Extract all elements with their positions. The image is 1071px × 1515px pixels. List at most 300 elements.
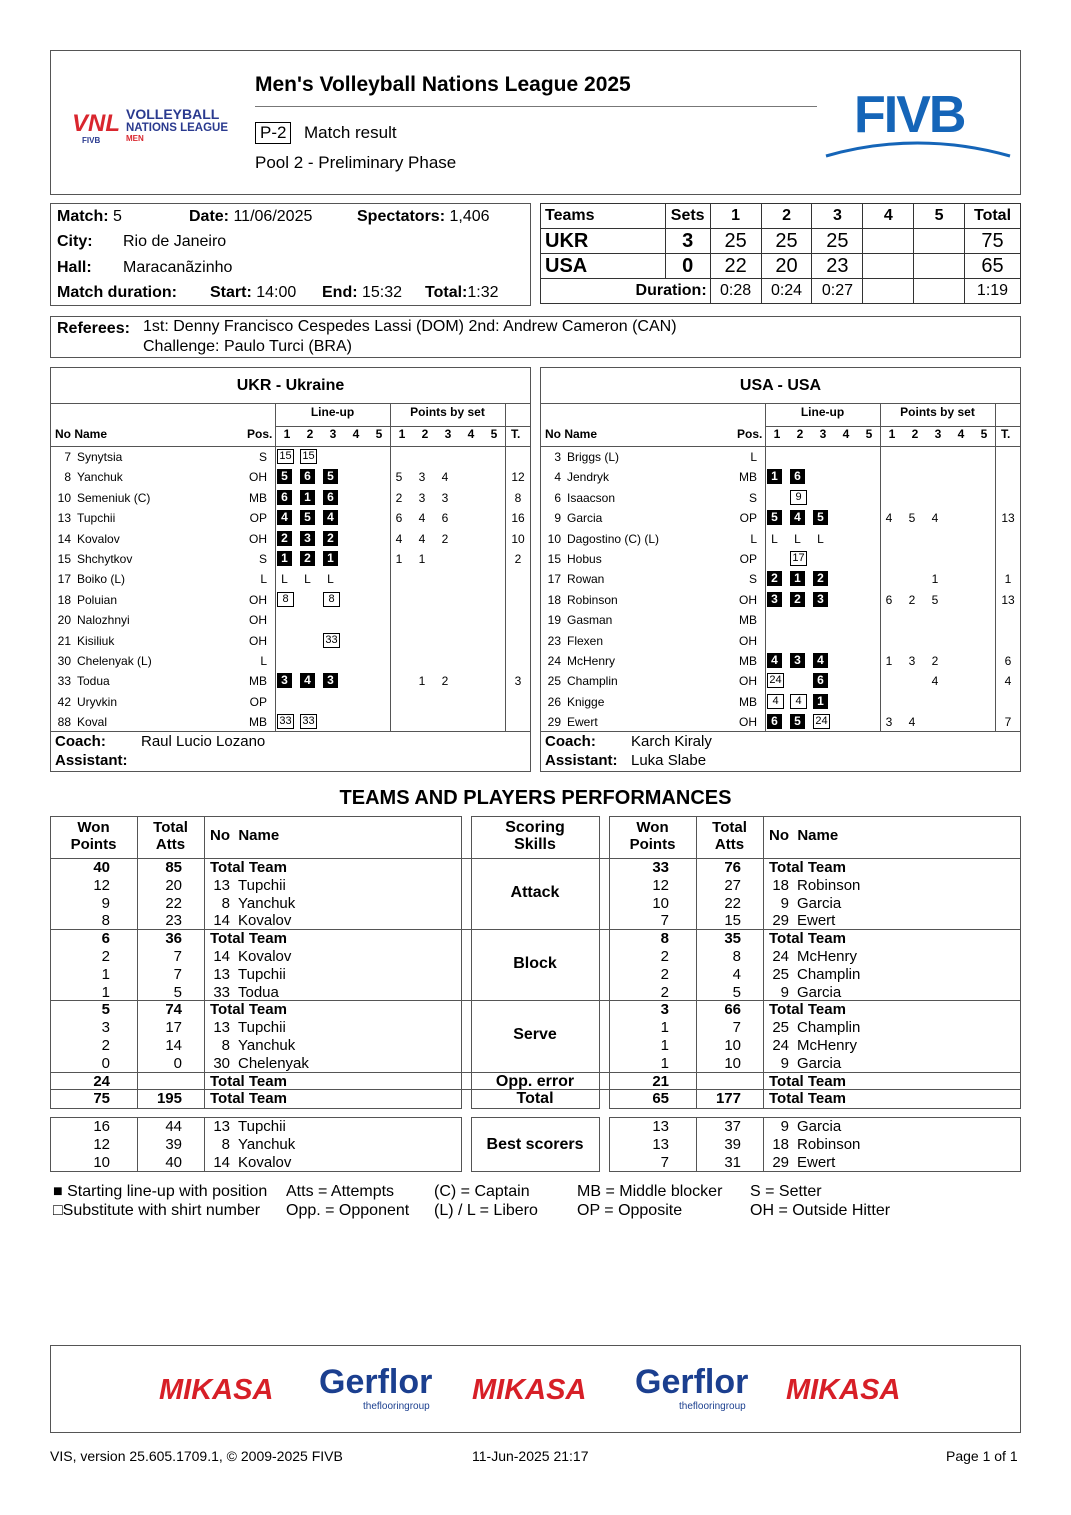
referees-label: Referees: <box>57 320 130 337</box>
total-time: 1:32 <box>467 284 499 301</box>
left-total-atts: 7 <box>173 965 182 983</box>
player-position: OP <box>249 511 267 526</box>
set-points: 2 <box>931 654 939 668</box>
left-player-name: Kovalov <box>238 948 292 965</box>
right-won-points: 7 <box>660 912 669 930</box>
lineup-start-position: 5 <box>277 469 292 484</box>
left-total-atts: 7 <box>173 948 182 965</box>
lineup-header: Line-up <box>310 405 355 419</box>
mikasa-logo <box>157 1365 287 1415</box>
right-total-atts: 177 <box>715 1090 741 1108</box>
player-row <box>541 549 1020 569</box>
col-divider <box>204 816 205 1109</box>
skill-divider <box>50 929 1021 930</box>
match-date: 11/06/2025 <box>233 208 313 225</box>
player-number: 7 <box>64 450 71 464</box>
right-won-points: 1 <box>660 1054 669 1072</box>
set-points: 5 <box>931 592 939 607</box>
left-player-no: 14 <box>213 912 230 930</box>
set-points: 4 <box>885 511 893 526</box>
left-player-name: Yanchuk <box>238 1135 296 1153</box>
set-points: 3 <box>885 715 893 730</box>
lineup-start-position: 3 <box>813 592 828 607</box>
player-name: Yanchuk <box>77 470 123 485</box>
player-name: Briggs (L) <box>567 450 620 464</box>
player-name: Uryvkin <box>77 694 118 709</box>
right-player-name: McHenry <box>797 1037 858 1054</box>
player-row <box>541 529 1020 549</box>
total-points: 16 <box>511 511 525 526</box>
left-total-atts: 74 <box>165 1001 182 1019</box>
left-total-atts: 20 <box>165 876 182 894</box>
legend-item: (C) = Captain <box>434 1183 530 1200</box>
left-won-points: 8 <box>101 912 110 930</box>
col-divider <box>763 816 764 1109</box>
left-player-name: Yanchuk <box>238 1037 296 1054</box>
right-player-name: Garcia <box>797 894 842 912</box>
lineup-start-position: 6 <box>790 469 805 484</box>
right-player-no: 25 <box>772 1019 789 1037</box>
legend-item: OP = Opposite <box>577 1202 683 1219</box>
player-position: L <box>260 654 267 668</box>
player-row <box>541 447 1020 467</box>
set-points: 3 <box>418 490 426 505</box>
right-player-name: Total Team <box>769 1001 846 1019</box>
right-player-no: 18 <box>772 876 789 894</box>
right-won-points: 13 <box>652 1135 669 1153</box>
lineup-substitute: 4 <box>767 694 784 709</box>
player-name: Isaacson <box>567 490 616 505</box>
pos-header: Pos. <box>247 427 273 441</box>
legend-item: OH = Outside Hitter <box>750 1202 891 1219</box>
right-won-points: 1 <box>660 1019 669 1037</box>
right-won-points-header: Won Points <box>629 819 676 853</box>
lineup-start-position: 3 <box>767 592 782 607</box>
gerflor-logo <box>633 1365 763 1415</box>
ukr-total: 75 <box>965 229 1021 254</box>
left-player-no: 13 <box>213 1019 230 1037</box>
right-player-name: Total Team <box>769 930 846 948</box>
match-number: 5 <box>113 208 122 225</box>
player-name: Nalozhnyi <box>77 613 130 628</box>
lineup-start-position: 6 <box>323 490 338 505</box>
lineup-start-position: 3 <box>790 653 805 668</box>
player-number: 42 <box>57 694 71 709</box>
left-total-atts: 85 <box>165 859 182 876</box>
player-number: 17 <box>547 572 561 587</box>
left-won-points: 1 <box>101 965 110 983</box>
total-points: 6 <box>1004 654 1012 668</box>
usa-s3: 23 <box>812 254 863 279</box>
left-won-points: 10 <box>93 1153 110 1171</box>
player-number: 20 <box>57 613 71 628</box>
points-set-4: 4 <box>957 427 965 441</box>
left-won-points-header: Won Points <box>70 819 117 853</box>
dur-s5 <box>914 279 965 304</box>
player-row <box>51 692 530 712</box>
player-name: Jendryk <box>567 470 610 485</box>
player-name: Champlin <box>567 674 618 689</box>
pool-phase: Pool 2 - Preliminary Phase <box>255 153 457 172</box>
left-player-name: Yanchuk <box>238 894 296 912</box>
legend-item: S = Setter <box>750 1183 822 1200</box>
lineup-set-2: 2 <box>306 427 314 441</box>
no-name-header: No Name <box>545 427 598 441</box>
dur-total: 1:19 <box>965 279 1021 304</box>
lineup-start-position: 2 <box>323 531 338 546</box>
lineup-libero: L <box>771 531 778 546</box>
footer-version: VIS, version 25.605.1709.1, © 2009-2025 FIVB <box>50 1448 343 1464</box>
skill-best-scorers: Best scorers <box>486 1136 584 1153</box>
lineup-substitute: 33 <box>277 714 294 729</box>
legend-item: Atts = Attempts <box>286 1183 395 1200</box>
right-won-points: 2 <box>660 983 669 1001</box>
hdr-set4: 4 <box>863 204 914 229</box>
player-name: Ewert <box>567 715 598 730</box>
left-player-no: 14 <box>213 948 230 965</box>
right-total-atts: 37 <box>724 1118 741 1135</box>
player-name: Kisiliuk <box>77 633 115 648</box>
hdr-set3: 3 <box>812 204 863 229</box>
lineup-start-position: 2 <box>790 592 805 607</box>
right-won-points: 1 <box>660 1037 669 1054</box>
player-row <box>51 549 530 569</box>
left-player-no: 8 <box>221 1135 230 1153</box>
right-player-no: 29 <box>772 1153 789 1171</box>
hdr-set1: 1 <box>710 204 761 229</box>
roster-title: UKR - Ukraine <box>51 368 530 404</box>
lineup-set-2: 2 <box>796 427 804 441</box>
player-row <box>541 508 1020 528</box>
gerflor-logo <box>317 1365 447 1415</box>
set-points: 2 <box>441 531 449 546</box>
right-player-name: Champlin <box>797 965 861 983</box>
lineup-start-position: 3 <box>277 673 292 688</box>
right-total-atts: 66 <box>724 1001 741 1019</box>
player-number: 26 <box>547 694 561 709</box>
right-player-no: 18 <box>772 1135 789 1153</box>
left-total-atts: 0 <box>173 1054 182 1072</box>
legend-item: □Substitute with shirt number <box>53 1202 261 1219</box>
set-points: 6 <box>395 511 403 526</box>
skill-divider <box>50 1000 1021 1001</box>
legend-item: Opp. = Opponent <box>286 1202 410 1219</box>
right-no-name-header: No Name <box>769 827 839 844</box>
right-player-name: Garcia <box>797 1118 842 1135</box>
player-name: Rowan <box>567 572 605 587</box>
right-player-name: Total Team <box>769 859 846 876</box>
player-number: 9 <box>554 511 561 526</box>
hall-label: Hall: <box>57 259 92 276</box>
total-points: 13 <box>1001 592 1015 607</box>
left-player-no: 8 <box>221 1037 230 1054</box>
player-position: S <box>258 552 267 566</box>
right-player-name: Ewert <box>797 1153 836 1171</box>
player-position: OH <box>739 715 757 730</box>
player-number: 30 <box>57 654 71 668</box>
player-number: 88 <box>57 715 71 730</box>
vnl-mark: VNL <box>72 110 120 137</box>
player-position: S <box>748 572 757 587</box>
page-title: Men's Volleyball Nations League 2025 <box>255 73 631 96</box>
player-row <box>541 631 1020 651</box>
player-name: Boiko (L) <box>77 572 126 587</box>
team-usa: USA <box>541 254 666 279</box>
lineup-start-position: 6 <box>767 714 782 729</box>
player-name: McHenry <box>567 654 616 668</box>
duration-label: Duration: <box>541 279 711 304</box>
score-table <box>540 203 1021 304</box>
points-set-1: 1 <box>398 427 406 441</box>
coach-name: Karch Kiraly <box>631 733 712 750</box>
player-name: Semeniuk (C) <box>77 490 151 505</box>
skill-serve: Serve <box>513 1026 557 1044</box>
vnl-logo <box>72 103 237 145</box>
player-row <box>51 569 530 589</box>
player-row <box>51 488 530 508</box>
player-number: 18 <box>547 592 561 607</box>
lineup-start-position: 6 <box>813 673 828 688</box>
player-position: MB <box>739 654 757 668</box>
set-points: 1 <box>418 674 426 689</box>
player-name: Knigge <box>567 694 605 709</box>
dur-s3: 0:27 <box>812 279 863 304</box>
right-player-name: Total Team <box>769 1072 846 1090</box>
right-total-atts: 5 <box>732 983 741 1001</box>
lineup-substitute: 24 <box>767 673 784 688</box>
hdr-sets: Sets <box>665 204 710 229</box>
match-number-row: Match: 5 <box>57 208 122 225</box>
player-row <box>541 671 1020 691</box>
right-total-atts: 4 <box>732 965 741 983</box>
left-won-points: 9 <box>101 894 110 912</box>
lineup-substitute: 33 <box>323 633 340 648</box>
coach-label: Coach: <box>545 733 596 750</box>
right-total-atts: 27 <box>724 876 741 894</box>
player-number: 10 <box>547 531 561 546</box>
left-total-atts: 5 <box>173 983 182 1001</box>
left-total-atts: 44 <box>165 1118 182 1135</box>
lineup-set-4: 4 <box>352 427 360 441</box>
player-number: 15 <box>57 552 71 566</box>
left-won-points: 0 <box>101 1054 110 1072</box>
left-won-points: 16 <box>93 1118 110 1135</box>
end-row: End: 15:32 <box>322 284 403 301</box>
player-number: 33 <box>57 674 71 689</box>
left-player-no: 33 <box>213 983 230 1001</box>
usa-s1: 22 <box>710 254 761 279</box>
dur-s1: 0:28 <box>710 279 761 304</box>
report-type: Match result <box>304 123 397 142</box>
lineup-substitute: 8 <box>323 592 340 607</box>
lineup-start-position: 2 <box>277 531 292 546</box>
set-points: 4 <box>418 531 426 546</box>
fivb-mark: FIVB <box>854 86 965 144</box>
right-total-atts: 35 <box>724 930 741 948</box>
hdr-set2: 2 <box>761 204 812 229</box>
player-position: OP <box>739 552 757 566</box>
player-number: 17 <box>57 572 71 587</box>
lineup-libero: L <box>794 531 801 546</box>
set-points: 5 <box>908 511 916 526</box>
set-points: 1 <box>395 552 403 566</box>
player-number: 25 <box>547 674 561 689</box>
lineup-set-5: 5 <box>865 427 873 441</box>
player-number: 23 <box>547 633 561 648</box>
start-row: Start: 14:00 <box>210 284 297 301</box>
lineup-start-position: 1 <box>300 490 315 505</box>
right-player-no: 9 <box>780 1054 789 1072</box>
right-player-no: 25 <box>772 965 789 983</box>
right-player-no: 29 <box>772 912 789 930</box>
coach-name: Raul Lucio Lozano <box>141 733 266 750</box>
referees-line2: Challenge: Paulo Turci (BRA) <box>143 338 352 355</box>
left-player-no: 30 <box>213 1054 230 1072</box>
total-points: 7 <box>1004 715 1012 730</box>
left-won-points: 40 <box>93 859 110 876</box>
total-points: 13 <box>1001 511 1015 526</box>
right-player-name: McHenry <box>797 948 858 965</box>
title-divider <box>255 106 817 107</box>
left-player-name: Tupchii <box>238 965 286 983</box>
right-won-points: 7 <box>660 1153 669 1171</box>
duration-label: Match duration: <box>57 284 177 301</box>
assistant-label: Assistant: <box>545 752 618 769</box>
city-label: City: <box>57 233 93 250</box>
left-total-atts: 36 <box>165 930 182 948</box>
left-total-atts: 39 <box>165 1135 182 1153</box>
player-name: Robinson <box>567 592 618 607</box>
skill-total: Total <box>516 1090 554 1108</box>
player-name: Hobus <box>567 552 602 566</box>
set-points: 3 <box>908 654 916 668</box>
points-header: Points by set <box>900 405 975 419</box>
set-points: 1 <box>418 552 426 566</box>
player-position: L <box>750 531 757 546</box>
player-name: Tupchii <box>77 511 116 526</box>
right-player-no: 24 <box>772 948 789 965</box>
right-total-atts: 15 <box>724 912 741 930</box>
set-points: 4 <box>441 470 449 485</box>
right-player-name: Ewert <box>797 912 836 930</box>
set-points: 1 <box>931 572 939 587</box>
ukr-sets: 3 <box>665 229 710 254</box>
set-points: 4 <box>931 511 939 526</box>
total-points: 2 <box>514 552 522 566</box>
lineup-start-position: 5 <box>813 510 828 525</box>
player-row <box>51 508 530 528</box>
legend-item: MB = Middle blocker <box>577 1183 723 1200</box>
left-won-points: 2 <box>101 948 110 965</box>
player-position: OH <box>249 531 267 546</box>
left-won-points: 3 <box>101 1019 110 1037</box>
usa-s2: 20 <box>761 254 812 279</box>
lineup-start-position: 5 <box>323 469 338 484</box>
lineup-start-position: 1 <box>790 571 805 586</box>
lineup-substitute: 8 <box>277 592 294 607</box>
left-player-no: 8 <box>221 894 230 912</box>
player-name: Gasman <box>567 613 613 628</box>
right-total-atts: 10 <box>724 1037 741 1054</box>
player-row <box>541 569 1020 589</box>
player-position: OH <box>739 592 757 607</box>
left-total-atts: 17 <box>165 1019 182 1037</box>
total-points: 4 <box>1004 674 1012 689</box>
player-row <box>541 610 1020 630</box>
no-name-header: No Name <box>55 427 108 441</box>
player-name: Flexen <box>567 633 604 648</box>
player-number: 4 <box>554 470 561 485</box>
player-position: MB <box>249 715 267 730</box>
lineup-libero: L <box>327 572 334 587</box>
player-row <box>51 671 530 691</box>
end-time: 15:32 <box>362 284 403 301</box>
right-player-name: Robinson <box>797 1135 861 1153</box>
points-header: Points by set <box>410 405 485 419</box>
right-won-points: 2 <box>660 948 669 965</box>
left-player-name: Tupchii <box>238 876 286 894</box>
player-position: OH <box>249 470 267 485</box>
player-number: 18 <box>57 592 71 607</box>
pos-header: Pos. <box>737 427 763 441</box>
lineup-libero: L <box>817 531 824 546</box>
left-won-points: 5 <box>101 1001 110 1019</box>
date-row: Date: 11/06/2025 <box>189 208 313 225</box>
player-row <box>541 651 1020 671</box>
usa-sets: 0 <box>665 254 710 279</box>
lineup-substitute: 17 <box>790 551 807 566</box>
left-total-atts: 14 <box>165 1037 182 1054</box>
right-won-points: 10 <box>652 894 669 912</box>
spectators-row: Spectators: 1,406 <box>357 208 490 225</box>
right-total-atts: 22 <box>724 894 741 912</box>
left-total-atts: 22 <box>165 894 182 912</box>
player-name: Chelenyak (L) <box>77 654 152 668</box>
hall: Maracanãzinho <box>123 259 233 276</box>
set-points: 6 <box>885 592 893 607</box>
player-name: Poluian <box>77 592 118 607</box>
left-player-name: Tupchii <box>238 1019 286 1037</box>
left-total-atts-header: Total Atts <box>153 819 188 853</box>
vnl-line2: NATIONS LEAGUE <box>126 122 229 134</box>
ukr-s4 <box>863 229 914 254</box>
lineup-libero: L <box>281 572 288 587</box>
referees-line1: 1st: Denny Francisco Cespedes Lassi (DOM) 2nd: Andrew Cameron (CAN) <box>143 318 677 335</box>
total-points: 3 <box>514 674 522 689</box>
player-number: 19 <box>547 613 561 628</box>
right-player-name: Champlin <box>797 1019 861 1037</box>
lineup-start-position: 5 <box>300 510 315 525</box>
player-position: MB <box>249 490 267 505</box>
left-won-points: 12 <box>93 876 110 894</box>
set-points: 6 <box>441 511 449 526</box>
lineup-start-position: 5 <box>790 714 805 729</box>
player-name: Garcia <box>567 511 603 526</box>
player-number: 15 <box>547 552 561 566</box>
player-position: MB <box>739 470 757 485</box>
total-points: 1 <box>1004 572 1012 587</box>
right-total-atts: 7 <box>732 1019 741 1037</box>
player-position: OH <box>739 674 757 689</box>
left-player-no: 13 <box>213 965 230 983</box>
right-won-points: 21 <box>652 1072 669 1090</box>
player-row <box>51 447 530 467</box>
perf-header-divider <box>50 858 1021 859</box>
left-won-points: 1 <box>101 983 110 1001</box>
player-position: OH <box>249 613 267 628</box>
player-position: MB <box>249 674 267 689</box>
left-player-name: Kovalov <box>238 912 292 930</box>
